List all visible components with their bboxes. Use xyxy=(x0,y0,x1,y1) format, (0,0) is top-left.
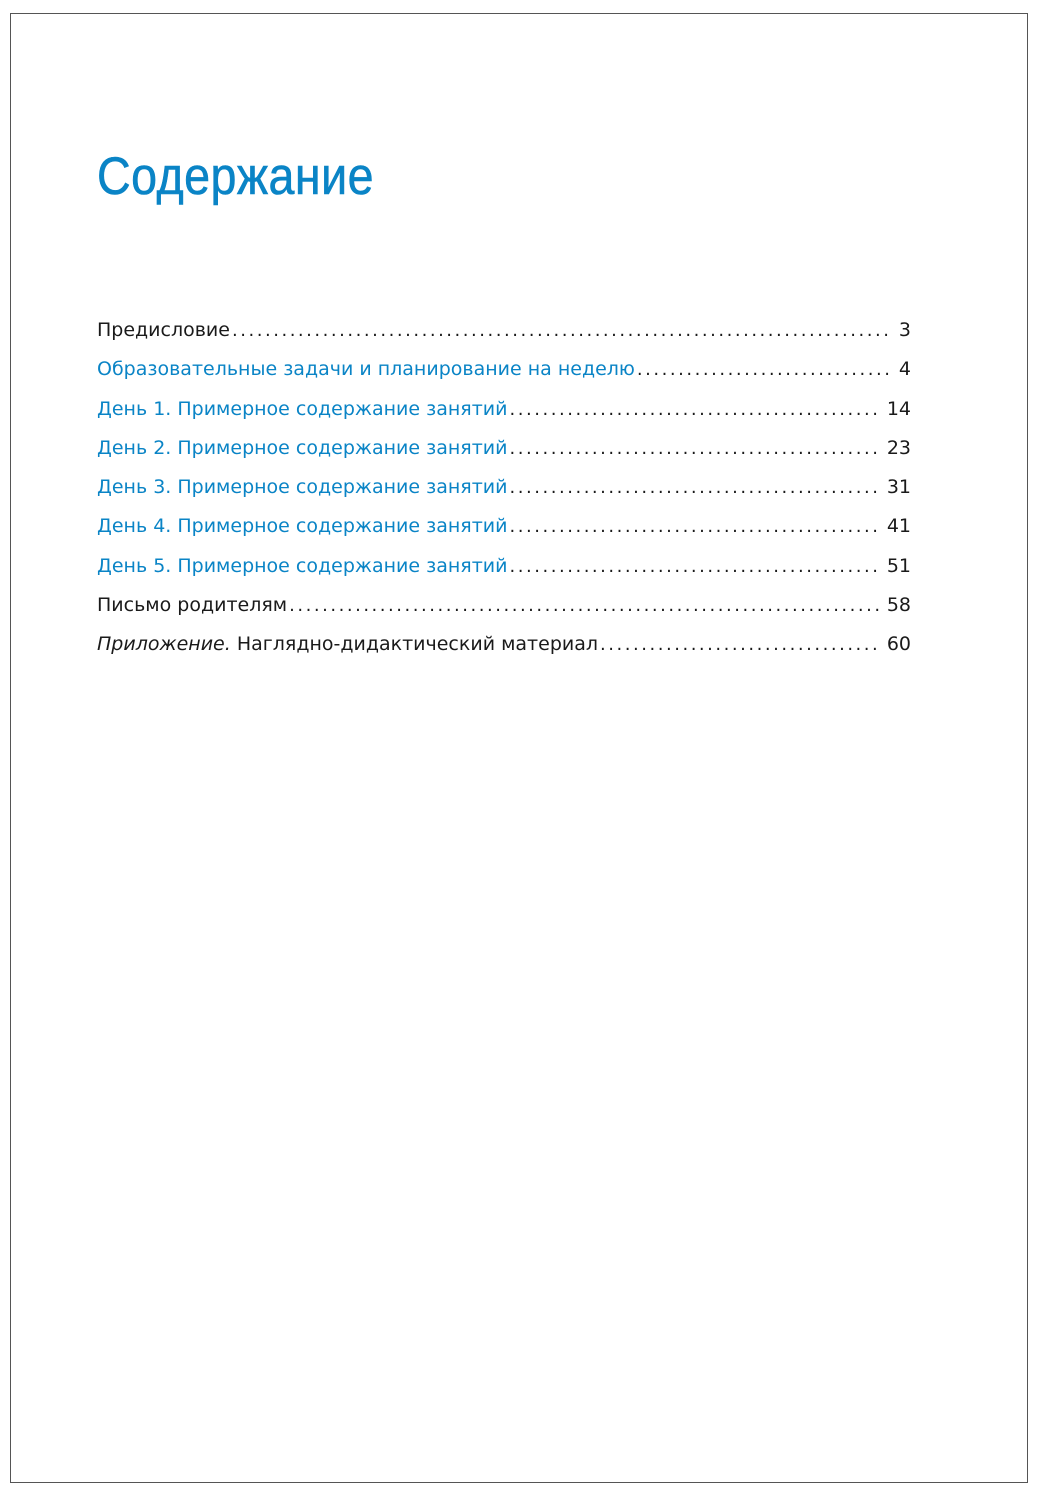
toc-page-number: 3 xyxy=(898,319,911,341)
toc-page-number: 51 xyxy=(886,554,911,577)
toc-entry-label: День 1. Примерное содержание занятий xyxy=(97,397,508,420)
toc-entry-label: Приложение. Наглядно-дидактический материал xyxy=(97,633,599,656)
toc-entry-parents-letter[interactable] xyxy=(97,594,911,633)
toc-entry-label: Письмо родителям xyxy=(97,594,288,617)
toc-page-number: 41 xyxy=(886,515,911,538)
toc-entry-label: День 5. Примерное содержание занятий xyxy=(97,554,508,577)
toc-dot-leader xyxy=(510,516,881,537)
toc-dot-leader xyxy=(232,320,893,341)
toc-entry-objectives[interactable] xyxy=(97,358,911,397)
toc-entry-label: Образовательные задачи и планирование на неделю xyxy=(97,358,635,381)
toc-entry-day-1[interactable] xyxy=(97,398,911,437)
page-title: Содержание xyxy=(97,147,374,206)
toc-dot-leader xyxy=(600,634,881,655)
toc-entry-appendix[interactable] xyxy=(97,633,911,672)
toc-entry-day-2[interactable] xyxy=(97,437,911,476)
toc-entry-day-3[interactable] xyxy=(97,476,911,515)
toc-page-number: 31 xyxy=(886,476,911,499)
toc-dot-leader xyxy=(289,595,881,616)
table-of-contents xyxy=(97,319,911,673)
toc-dot-leader xyxy=(510,438,881,459)
toc-page-number: 4 xyxy=(898,358,911,381)
toc-entry-label: День 4. Примерное содержание занятий xyxy=(97,515,508,538)
toc-entry-preface[interactable] xyxy=(97,319,911,358)
toc-entry-label: День 2. Примерное содержание занятий xyxy=(97,436,508,459)
toc-entry-prefix: Приложение. xyxy=(97,633,231,656)
toc-page-number: 58 xyxy=(886,594,911,617)
document-page xyxy=(10,13,1028,1483)
toc-entry-day-5[interactable] xyxy=(97,555,911,594)
toc-page-number: 14 xyxy=(886,397,911,420)
toc-dot-leader xyxy=(510,399,881,420)
toc-entry-label: Предисловие xyxy=(97,319,230,341)
toc-dot-leader xyxy=(637,359,893,380)
toc-entry-label: День 3. Примерное содержание занятий xyxy=(97,476,508,499)
toc-dot-leader xyxy=(510,477,881,498)
toc-dot-leader xyxy=(510,556,881,577)
toc-page-number: 23 xyxy=(886,436,911,459)
toc-page-number: 60 xyxy=(886,633,911,656)
toc-entry-day-4[interactable] xyxy=(97,515,911,554)
